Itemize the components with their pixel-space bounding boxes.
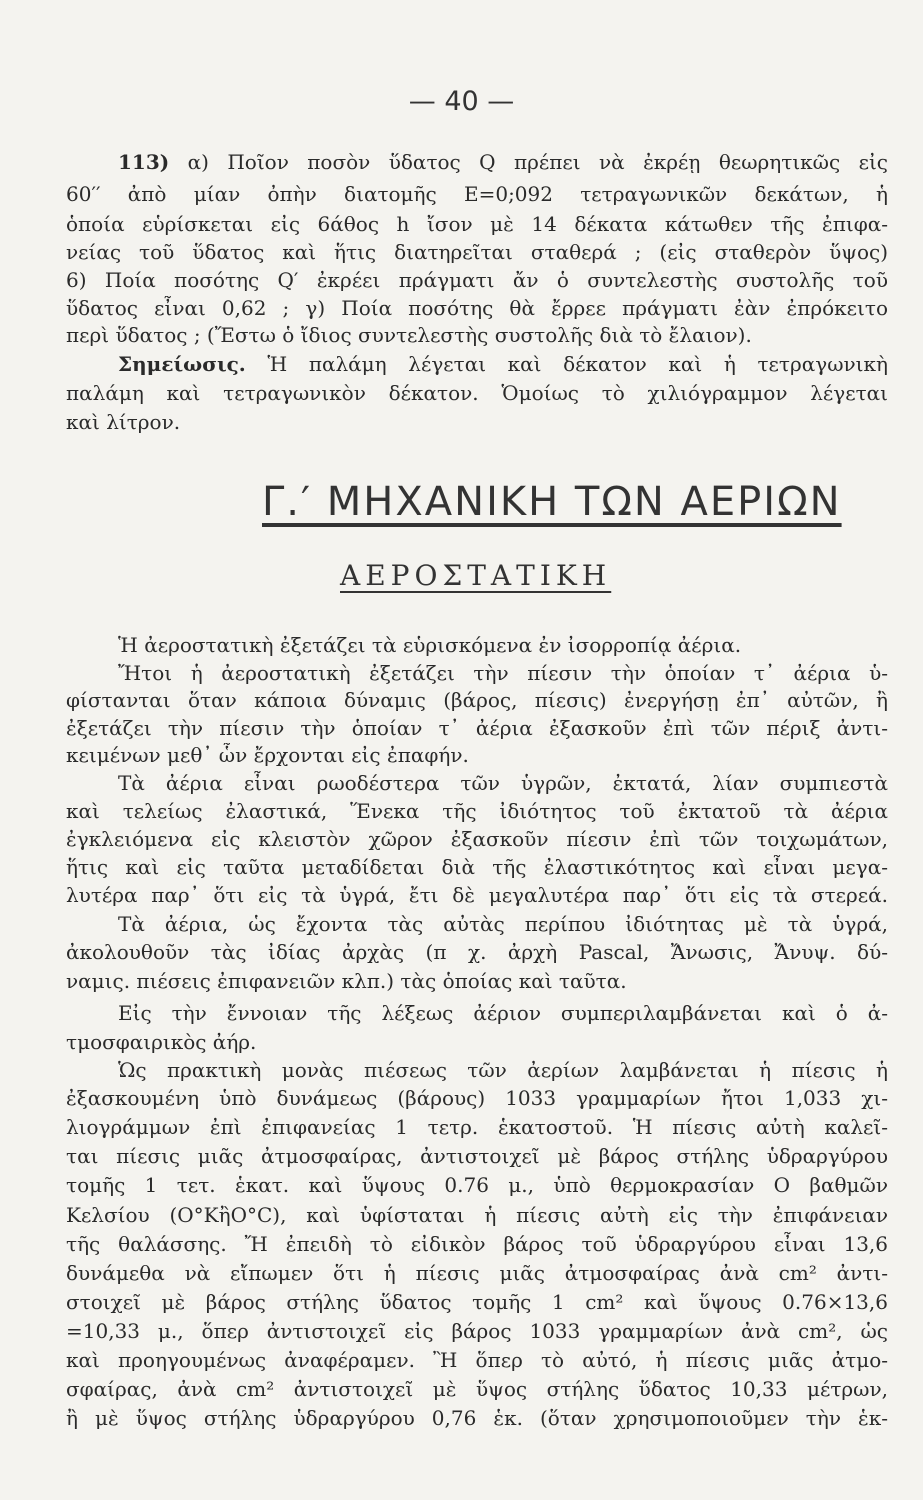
problem-113-line-6: ὕδατος εἶναι 0,62 ; γ) Ποία ποσότης θὰ ἔρρεε πράγματι ἐὰν ἐπρόκειτο (66, 296, 888, 320)
body-line: Ὡς πρακτικὴ μονὰς πιέσεως τῶν ἀερίων λαμβάνεται ἡ πίεσις ἡ (118, 1058, 888, 1082)
body-line: ἐξασκουμένη ὑπὸ δυνάμεως (βάρους) 1033 γραμμαρίων ἤτοι 1,033 χι- (66, 1086, 888, 1110)
body-line: τμοσφαιρικὸς ἀήρ. (66, 1030, 257, 1054)
note-line-1: Σημείωσις. Ἡ παλάμη λέγεται καὶ δέκατον καὶ ἡ τετραγωνικὴ (118, 352, 888, 376)
body-line: Εἰς τὴν ἔννοιαν τῆς λέξεως ἀέριον συμπεριλαμβάνεται καὶ ὁ ἀ- (118, 1001, 888, 1025)
body-line: φίστανται ὅταν κάποια δύναμις (βάρος, πίεσις) ἐνεργήσῃ ἐπ᾿ αὐτῶν, ἢ (66, 688, 888, 712)
problem-113-line-3: ὁποία εὑρίσκεται εἰς 6άθος h ἴσον μὲ 14 δέκατα κάτωθεν τῆς ἐπιφα- (66, 212, 888, 236)
problem-113-line-7: περὶ ὕδατος ; (Ἔστω ὁ ἴδιος συντελεστὴς συστολῆς διὰ τὸ ἔλαιον). (66, 323, 752, 347)
body-line: Ἡ ἀεροστατικὴ ἐξετάζει τὰ εὑρισκόμενα ἐν ἰσορροπίᾳ ἀέρια. (118, 633, 742, 657)
body-line: καὶ τελείως ἐλαστικά, Ἕνεκα τῆς ἰδιότητος τοῦ ἐκτατοῦ τὰ ἀέρια (66, 799, 888, 823)
note-line-2: παλάμη καὶ τετραγωνικὸν δέκατον. Ὁμοίως τὸ χιλιόγραμμον λέγεται (66, 381, 888, 405)
body-line: Τὰ ἀέρια, ὡς ἔχοντα τὰς αὐτὰς περίπου ἰδιότητας μὲ τὰ ὑγρά, (118, 912, 888, 936)
body-line: ἢ μὲ ὕψος στήλης ὑδραργύρου 0,76 ἑκ. (ὅταν χρησιμοποιοῦμεν τὴν ἑκ- (66, 1406, 888, 1430)
page-number: — 40 — (408, 86, 515, 117)
note-line-3: καὶ λίτρον. (66, 410, 181, 434)
body-line: τῆς θαλάσσης. Ἤ ἐπειδὴ τὸ εἰδικὸν βάρος τοῦ ὑδραργύρου εἶναι 13,6 (66, 1232, 888, 1256)
body-line: δυνάμεθα νὰ εἴπωμεν ὅτι ἡ πίεσις μιᾶς ἀτμοσφαίρας ἀνὰ cm² ἀντι- (66, 1261, 888, 1285)
body-line: Ἤτοι ἡ ἀεροστατικὴ ἐξετάζει τὴν πίεσιν τὴν ὁποίαν τ᾿ ἀέρια ὑ- (118, 661, 888, 685)
problem-113-line-4: νείας τοῦ ὕδατος καὶ ἥτις διατηρεῖται σταθερά ; (εἰς σταθερὸν ὕψος) (66, 240, 888, 264)
body-line: =10,33 μ., ὅπερ ἀντιστοιχεῖ εἰς βάρος 1033 γραμμαρίων ἀνὰ cm², ὡς (66, 1319, 888, 1343)
problem-113-line-2: 60′′ ἀπὸ μίαν ὀπὴν διατομῆς E=0;092 τετραγωνικῶν δεκάτων, ἡ (66, 182, 888, 206)
body-line: λιογράμμων ἐπὶ ἐπιφανείας 1 τετρ. ἑκατοστοῦ. Ἡ πίεσις αὐτὴ καλεῖ- (66, 1115, 888, 1139)
problem-number: 113) (118, 150, 170, 174)
body-line: Κελσίου (O°ΚἢO°C), καὶ ὑφίσταται ἡ πίεσις αὐτὴ εἰς τὴν ἐπιφάνειαν (66, 1203, 888, 1227)
body-line: καὶ προηγουμένως ἀναφέραμεν. Ἢ ὅπερ τὸ αὐτό, ἡ πίεσις μιᾶς ἀτμο- (66, 1348, 888, 1372)
body-line: ἥτις καὶ εἰς ταῦτα μεταδίδεται διὰ τῆς ἐλαστικότητος καὶ εἶναι μεγα- (66, 855, 888, 879)
body-line: τομῆς 1 τετ. ἑκατ. καὶ ὕψους 0.76 μ., ὑπὸ θερμοκρασίαν O βαθμῶν (66, 1173, 888, 1197)
body-line: ἐγκλειόμενα εἰς κλειστὸν χῶρον ἐξασκοῦν πίεσιν ἐπὶ τῶν τοιχωμάτων, (66, 827, 888, 851)
body-line: ται πίεσις μιᾶς ἀτμοσφαίρας, ἀντιστοιχεῖ μὲ βάρος στήλης ὑδραργύρου (66, 1144, 888, 1168)
body-line: κειμένων μεθ᾿ ὧν ἔρχονται εἰς ἐπαφήν. (66, 743, 469, 767)
problem-113-line-5: 6) Ποία ποσότης Q′ ἐκρέει πράγματι ἄν ὁ συντελεστὴς συστολῆς τοῦ (66, 268, 888, 292)
body-line: ἐξετάζει τὴν πίεσιν τὴν ὁποίαν τ᾿ ἀέρια ἐξασκοῦν ἐπὶ τῶν πέριξ ἀντι- (66, 716, 888, 740)
body-line: στοιχεῖ μὲ βάρος στήλης ὕδατος τομῆς 1 cm² καὶ ὕψους 0.76×13,6 (66, 1290, 888, 1314)
body-line: Τὰ ἀέρια εἶναι ρωοδέστερα τῶν ὑγρῶν, ἐκτατά, λίαν συμπιεστὰ (118, 771, 888, 795)
problem-113-line-1: 113) α) Ποῖον ποσὸν ὕδατος Q πρέπει νὰ ἐκρέῃ θεωρητικῶς εἰς (118, 150, 888, 174)
body-line: λυτέρα παρ᾿ ὅτι εἰς τὰ ὑγρά, ἔτι δὲ μεγαλυτέρα παρ᾿ ὅτι εἰς τὰ στερεά. (66, 883, 888, 907)
body-line: ἀκολουθοῦν τὰς ἰδίας ἀρχὰς (π χ. ἀρχὴ Pascal, Ἄνωσις, Ἄνυψ. δύ- (66, 940, 888, 964)
body-line: ναμις. πιέσεις ἐπιφανειῶν κλπ.) τὰς ὁποίας καὶ ταῦτα. (66, 969, 627, 993)
body-line: σφαίρας, ἀνὰ cm² ἀντιστοιχεῖ μὲ ὕψος στήλης ὕδατος 10,33 μέτρων, (66, 1377, 888, 1401)
section-title: Γ.′ ΜΗΧΑΝΙΚΗ ΤΩΝ ΑΕΡΙΩΝ (262, 479, 842, 525)
subsection-title: ΑΕΡΟΣΤΑΤΙΚΗ (340, 559, 612, 592)
note-heading: Σημείωσις. (118, 352, 246, 376)
